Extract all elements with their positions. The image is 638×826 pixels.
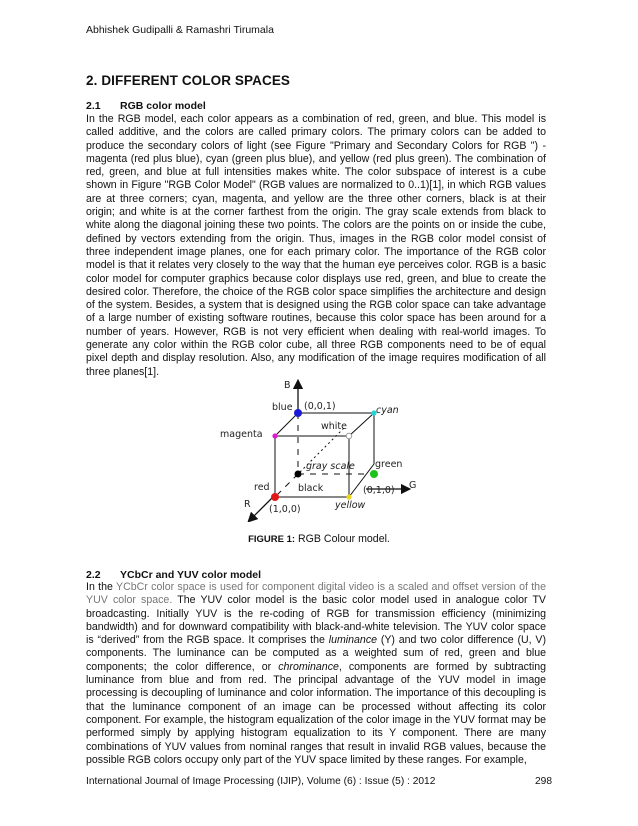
chrominance-term: chrominance [278, 660, 339, 673]
gray-scale-label: gray scale [306, 461, 355, 472]
subsection-number: 2.2 [86, 569, 101, 581]
axis-r-label: R [244, 499, 251, 510]
rgb-cube-diagram [218, 374, 438, 522]
body-text-1: The YUV color model is the basic color model used in analogue color TV broadcasting. Initially YUV is the re-coding of RGB for transmission efficiency (minimizing bandwidth) and for downward compatibility with black-and-white television. The YUV color space is “derived” from the RGB space. It comprises the [86, 594, 546, 647]
hidden-edge [275, 474, 298, 497]
red-corner-dot [271, 493, 279, 501]
subsection-title: YCbCr and YUV color model [120, 569, 261, 581]
cube-edge [275, 413, 298, 436]
running-header: Abhishek Gudipalli & Ramashri Tirumala [86, 24, 274, 36]
intro-text: In the [86, 581, 113, 593]
magenta-corner-dot [272, 433, 277, 438]
figure-caption-label: FIGURE 1: [248, 534, 296, 545]
footer-page-number: 298 [535, 776, 552, 787]
green-label: green [375, 459, 403, 470]
intro-grey-text: YCbCr color space is used for component digital video is a scaled and offset version of the YUV color space. [86, 581, 546, 607]
red-label: red [254, 482, 270, 493]
rgb-cube-figure [218, 374, 438, 522]
subsection-heading-ycbcr [86, 569, 261, 581]
subsection-heading-rgb [86, 100, 206, 112]
green-coord-label: (0,1,0) [363, 485, 395, 496]
section-title: DIFFERENT COLOR SPACES [101, 73, 291, 88]
red-coord-label: (1,0,0) [269, 504, 301, 515]
axis-g-label: G [409, 480, 417, 491]
figure-caption-text: RGB Colour model. [298, 533, 390, 545]
figure-caption [0, 533, 638, 545]
luminance-term: luminance [328, 634, 378, 647]
cyan-label: cyan [376, 405, 399, 416]
section-number: 2. [86, 73, 98, 88]
magenta-label: magenta [220, 429, 263, 440]
axis-b-label: B [284, 380, 291, 391]
footer-journal: International Journal of Image Processing (IJIP), Volume (6) : Issue (5) : 2012 [86, 776, 436, 787]
section-heading [86, 73, 290, 88]
yellow-label: yellow [335, 500, 366, 511]
black-origin-dot [295, 471, 302, 478]
blue-coord-label: (0,0,1) [304, 401, 336, 412]
white-corner-dot [346, 433, 352, 439]
subsection-title: RGB color model [120, 100, 206, 112]
white-label: white [321, 421, 347, 432]
cube-edge [349, 413, 374, 436]
rgb-paragraph: In the RGB model, each color appears as a combination of red, green, and blue. This model is called additive, and the colors are called primary colors. The primary colors can be added to produce the secondary colors of light (see Figure "Primary and Secondary Colors for RGB ") - magenta (red plus blue), cyan (green plus blue), and yellow (red plus green). The combination of red, green, and blue at full intensities makes white. The color subspace of interest is a cube shown in Figure "RGB Color Model" (RGB values are normalized to 0..1)[1], in which RGB values are at three corners; cyan, magenta, and yellow are the three other corners, black is at their origin; and white is at the corner farthest from the origin. The gray scale extends from black to white along the diagonal joining these two points. The colors are the points on or inside the cube, defined by vectors extending from the origin. Thus, images in the RGB color model consist of three independent image planes, one for each primary color. The importance of the RGB color model is that it relates very closely to the way that the human eye perceives color. RGB is a basic color model for computer graphics because color displays use red, green, and blue to create the desired color. Therefore, the choice of the RGB color space simplifies the architecture and design of the system. Besides, a system that is designed using the RGB color space can take advantage of a large number of existing software routines, because this color space has been around for a number of years. However, RGB is not very efficient when dealing with real-world images. To generate any color within the RGB color cube, all three RGB components need to be of equal pixel depth and display resolution. Also, any modification of the image requires modification of all three planes[1]. [86, 113, 546, 378]
blue-label: blue [272, 402, 293, 413]
ycbcr-paragraph [86, 581, 546, 767]
body-text-2: (Y) and two color difference (U, V) components. The luminance can be computed as a weighted sum of red, green and blue components; the color difference, or [86, 634, 546, 673]
black-label: black [298, 483, 324, 494]
green-corner-dot [370, 470, 378, 478]
body-text-3: , components are formed by subtracting luminance from blue and from red. The principal advantage of the YUV model in image processing is decoupling of luminance and color information. The importance of this decoupling is that the luminance component of an image can be processed without affecting its color component. For example, the histogram equalization of the color image in the YUV format may be performed simply by applying histogram equalization to its Y component. There are many combinations of YUV values from nominal ranges that result in invalid RGB values, because the possible RGB colors occupy only part of the YUV space limited by these ranges. For example, [86, 660, 547, 766]
yellow-corner-dot [346, 494, 351, 499]
blue-corner-dot [294, 409, 302, 417]
subsection-number: 2.1 [86, 100, 101, 112]
